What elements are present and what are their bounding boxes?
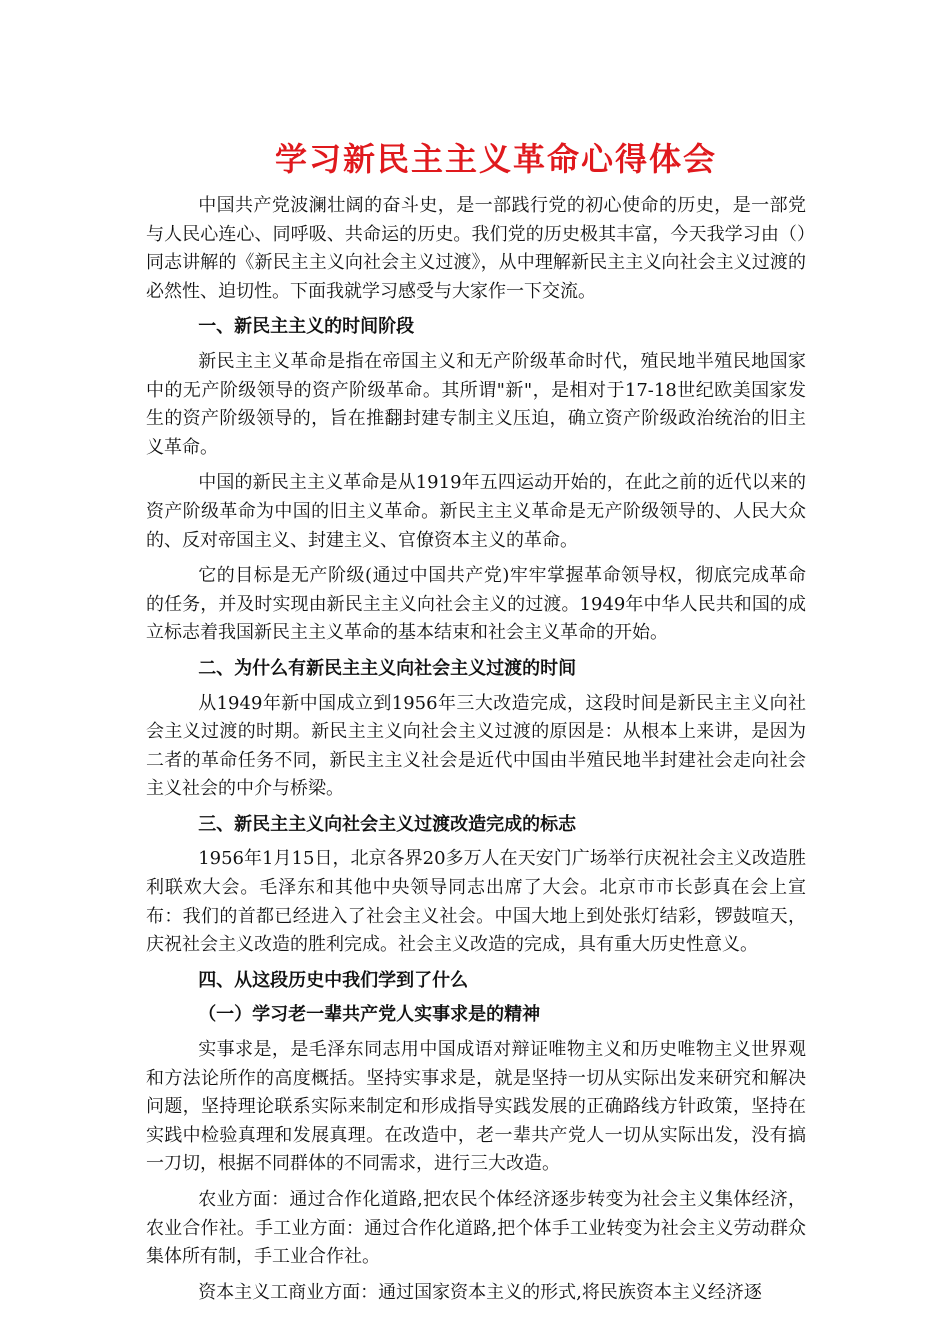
subsection-heading-1: （一）学习老一辈共产党人实事求是的精神	[198, 1004, 541, 1026]
intro-paragraph: 中国共产党波澜壮阔的奋斗史，是一部践行党的初心使命的历史，是一部党与人民心连心、同呼吸、共命运的历史。我们党的历史极其丰富，今天我学习由（）同志讲解的《新民主主义向社会主义过渡》，从中理解新民主主义向社会主义过渡的必然性、迫切性。下面我就学习感受与大家作一下交流。	[146, 195, 806, 302]
paragraph: 1956年1月15日，北京各界20多万人在天安门广场举行庆祝社会主义改造胜利联欢大会。毛泽东和其他中央领导同志出席了大会。北京市市长彭真在会上宣布：我们的首都已经进入了社会主义社会。中国大地上到处张灯结彩，锣鼓喧天，庆祝社会主义改造的胜利完成。社会主义改造的完成，具有重大历史性意义。	[146, 848, 806, 956]
paragraph: 实事求是，是毛泽东同志用中国成语对辩证唯物主义和历史唯物主义世界观和方法论所作的高度概括。坚持实事求是，就是坚持一切从实际出发来研究和解决问题，坚持理论联系实际来制定和形成指导实践发展的正确路线方针政策，坚持在实践中检验真理和发展真理。在改造中，老一辈共产党人一切从实际出发，没有搞一刀切，根据不同群体的不同需求，进行三大改造。	[146, 1039, 806, 1175]
section-heading-1: 一、新民主主义的时间阶段	[198, 316, 415, 338]
section-heading-4: 四、从这段历史中我们学到了什么	[198, 969, 469, 991]
paragraph: 它的目标是无产阶级(通过中国共产党)牢牢掌握革命领导权，彻底完成革命的任务，并及时实现由新民主主义向社会主义的过渡。1949年中华人民共和国的成立标志着我国新民主主义革命的基本结束和社会主义革命的开始。	[146, 565, 806, 644]
paragraph: 中国的新民主主义革命是从1919年五四运动开始的，在此之前的近代以来的资产阶级革命为中国的旧主义革命。新民主主义革命是无产阶级领导的、人民大众的、反对帝国主义、封建主义、官僚资本主义的革命。	[146, 472, 806, 551]
document-title: 学习新民主主义革命心得体会	[274, 140, 717, 178]
section-heading-2: 二、为什么有新民主主义向社会主义过渡的时间	[198, 657, 577, 679]
paragraph: 农业方面：通过合作化道路,把农民个体经济逐步转变为社会主义集体经济，农业合作社。手工业方面：通过合作化道路,把个体手工业转变为社会主义劳动群众集体所有制，手工业合作社。	[146, 1189, 806, 1268]
paragraph: 从1949年新中国成立到1956年三大改造完成，这段时间是新民主主义向社会主义过渡的时期。新民主主义向社会主义过渡的原因是：从根本上来讲，是因为二者的革命任务不同，新民主主义社会是近代中国由半殖民地半封建社会走向社会主义社会的中介与桥梁。	[146, 692, 806, 800]
paragraph: 资本主义工商业方面：通过国家资本主义的形式,将民族资本主义经济逐	[198, 1281, 762, 1303]
section-heading-3: 三、新民主主义向社会主义过渡改造完成的标志	[198, 813, 577, 835]
paragraph: 新民主主义革命是指在帝国主义和无产阶级革命时代，殖民地半殖民地国家中的无产阶级领导的资产阶级革命。其所谓"新"，是相对于17-18世纪欧美国家发生的资产阶级领导的，旨在推翻封建专制主义压迫，确立资产阶级政治统治的旧主义革命。	[146, 350, 806, 458]
document-page	[146, 136, 806, 1314]
